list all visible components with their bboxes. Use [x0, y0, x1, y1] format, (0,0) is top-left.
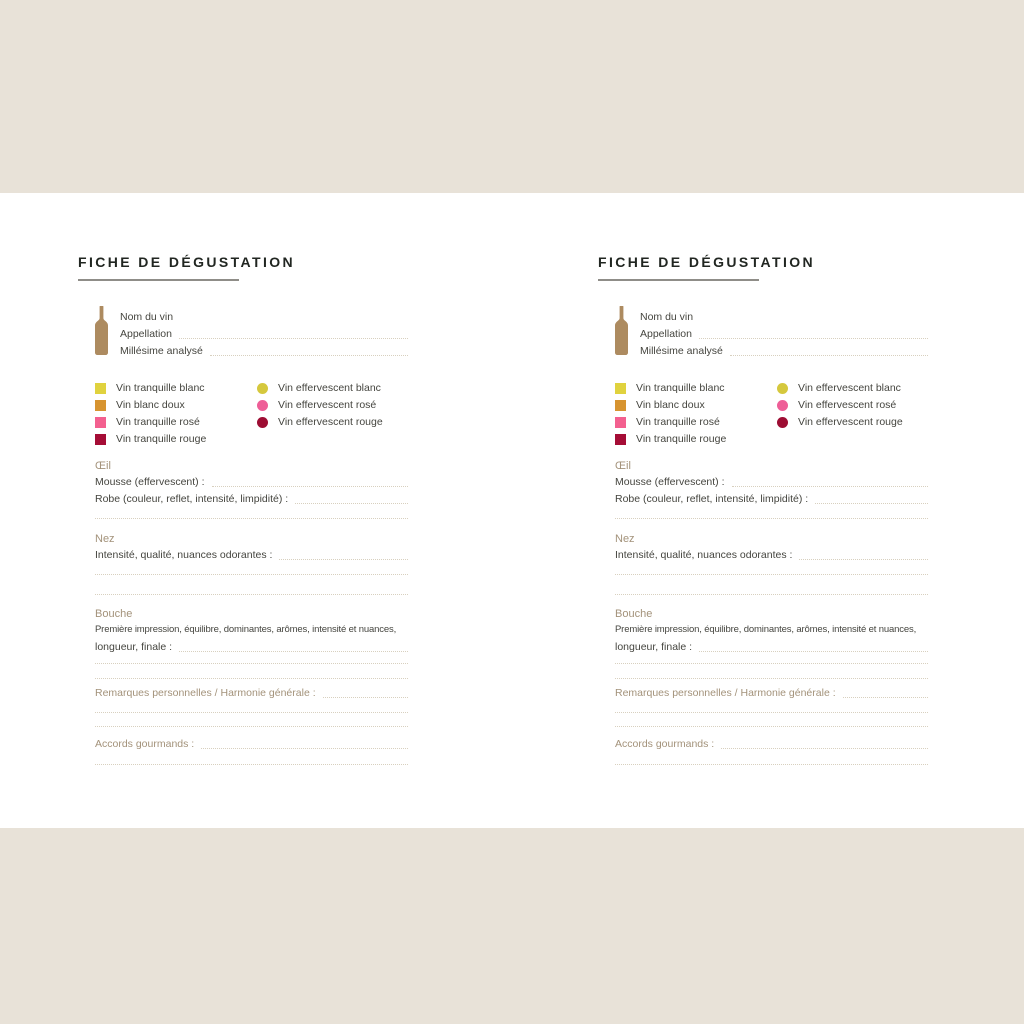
form-line-nose-intensity	[615, 546, 928, 563]
legend-item	[95, 431, 257, 448]
ruled-line	[95, 663, 408, 664]
color-swatch-circle	[777, 400, 788, 411]
form-line-mousse	[95, 473, 408, 490]
legend-item	[615, 397, 777, 414]
legend-item	[257, 397, 408, 414]
ruled-line	[95, 712, 408, 713]
dotted-writing-line	[699, 651, 928, 652]
form-line-label: Accords gourmands :	[95, 737, 195, 750]
wine-identity-block	[78, 306, 408, 359]
legend-label: Vin tranquille rouge	[116, 433, 207, 445]
wine-type-legend	[78, 380, 408, 448]
dotted-writing-line	[295, 503, 408, 504]
ruled-line	[95, 594, 408, 595]
dotted-writing-line	[699, 338, 928, 339]
legend-item	[615, 431, 777, 448]
field-vintage	[120, 342, 408, 359]
legend-label: Vin effervescent blanc	[798, 382, 901, 394]
ruled-line	[95, 678, 408, 679]
legend-label: Vin effervescent rouge	[278, 416, 383, 428]
legend-item	[615, 380, 777, 397]
legend-item	[777, 397, 928, 414]
form-line-food-pairings	[615, 735, 928, 752]
legend-item	[257, 414, 408, 431]
bottom-beige-band	[0, 828, 1024, 1024]
form-line-nose-intensity	[95, 546, 408, 563]
color-swatch-square	[615, 400, 626, 411]
legend-label: Vin tranquille blanc	[636, 382, 725, 394]
wine-identity-block	[598, 306, 928, 359]
color-swatch-square	[95, 434, 106, 445]
page-title: FICHE DE DÉGUSTATION	[78, 254, 296, 270]
wine-fields	[120, 306, 408, 359]
form-line-food-pairings	[95, 735, 408, 752]
legend-label: Vin tranquille rouge	[636, 433, 727, 445]
ruled-line	[615, 518, 928, 519]
legend-sparkling-wines	[777, 380, 928, 448]
ruled-line	[615, 594, 928, 595]
legend-item	[777, 380, 928, 397]
ruled-line	[95, 574, 408, 575]
dotted-writing-line	[732, 486, 928, 487]
color-swatch-square	[615, 417, 626, 428]
section-heading-mouth: Bouche	[95, 607, 133, 620]
section-heading-eye: Œil	[95, 459, 111, 472]
color-swatch-circle	[777, 417, 788, 428]
legend-still-wines	[95, 380, 257, 448]
title-underline	[598, 279, 759, 281]
color-swatch-square	[615, 434, 626, 445]
color-swatch-square	[95, 417, 106, 428]
color-swatch-circle	[777, 383, 788, 394]
color-swatch-square	[95, 383, 106, 394]
legend-still-wines	[615, 380, 777, 448]
ruled-line	[615, 726, 928, 727]
legend-item	[95, 414, 257, 431]
color-swatch-circle	[257, 400, 268, 411]
form-line-label: Intensité, qualité, nuances odorantes :	[615, 548, 793, 561]
legend-label: Vin effervescent rosé	[278, 399, 377, 411]
legend-label: Vin effervescent rouge	[798, 416, 903, 428]
ruled-line	[615, 712, 928, 713]
legend-item	[777, 414, 928, 431]
mouth-description-text: Première impression, équilibre, dominantes, arômes, intensité et nuances,	[615, 623, 917, 635]
dotted-writing-line	[815, 503, 928, 504]
field-label: Millésime analysé	[120, 344, 203, 357]
dotted-writing-line	[730, 355, 928, 356]
form-line-robe	[95, 490, 408, 507]
legend-item	[257, 380, 408, 397]
title-underline	[78, 279, 239, 281]
dotted-writing-line	[799, 559, 928, 560]
page-title: FICHE DE DÉGUSTATION	[598, 254, 816, 270]
legend-label: Vin tranquille rosé	[636, 416, 720, 428]
legend-item	[95, 380, 257, 397]
form-line-label: Mousse (effervescent) :	[615, 475, 725, 488]
form-line-label: Robe (couleur, reflet, intensité, limpidité) :	[95, 492, 289, 505]
section-heading-nose: Nez	[615, 532, 635, 545]
legend-label: Vin blanc doux	[636, 399, 705, 411]
form-line-label: longueur, finale :	[615, 640, 693, 653]
section-heading-nose: Nez	[95, 532, 115, 545]
legend-item	[95, 397, 257, 414]
wine-type-legend	[598, 380, 928, 448]
dotted-writing-line	[721, 748, 928, 749]
field-vintage	[640, 342, 928, 359]
ruled-line	[615, 663, 928, 664]
form-line-personal-remarks	[615, 684, 928, 701]
color-swatch-square	[95, 400, 106, 411]
wine-bottle-icon	[615, 306, 628, 355]
form-line-label: Accords gourmands :	[615, 737, 715, 750]
field-label: Nom du vin	[640, 310, 694, 323]
ruled-line	[95, 764, 408, 765]
section-heading-mouth: Bouche	[615, 607, 653, 620]
field-appellation	[120, 325, 408, 342]
dotted-writing-line	[179, 338, 408, 339]
dotted-writing-line	[201, 748, 408, 749]
top-beige-band	[0, 0, 1024, 193]
ruled-line	[95, 518, 408, 519]
dotted-writing-line	[279, 559, 408, 560]
form-line-label: Intensité, qualité, nuances odorantes :	[95, 548, 273, 561]
field-wine-name	[640, 308, 928, 325]
legend-sparkling-wines	[257, 380, 408, 448]
form-line-length-finish	[95, 638, 408, 655]
ruled-line	[615, 678, 928, 679]
ruled-line	[615, 764, 928, 765]
color-swatch-circle	[257, 383, 268, 394]
wine-bottle-icon	[95, 306, 108, 355]
field-wine-name	[120, 308, 408, 325]
dotted-writing-line	[179, 651, 408, 652]
color-swatch-square	[615, 383, 626, 394]
wine-fields	[640, 306, 928, 359]
field-label: Appellation	[120, 327, 172, 340]
form-line-label: longueur, finale :	[95, 640, 173, 653]
section-heading-eye: Œil	[615, 459, 631, 472]
form-line-length-finish	[615, 638, 928, 655]
form-line-label: Remarques personnelles / Harmonie générale :	[95, 686, 316, 699]
legend-label: Vin tranquille rosé	[116, 416, 200, 428]
field-label: Nom du vin	[120, 310, 174, 323]
mouth-description-text: Première impression, équilibre, dominantes, arômes, intensité et nuances,	[95, 623, 397, 635]
dotted-writing-line	[843, 697, 928, 698]
legend-label: Vin effervescent rosé	[798, 399, 897, 411]
field-label: Appellation	[640, 327, 692, 340]
form-line-robe	[615, 490, 928, 507]
ruled-line	[95, 726, 408, 727]
form-line-label: Robe (couleur, reflet, intensité, limpidité) :	[615, 492, 809, 505]
dotted-writing-line	[323, 697, 408, 698]
legend-label: Vin tranquille blanc	[116, 382, 205, 394]
dotted-writing-line	[210, 355, 408, 356]
legend-label: Vin effervescent blanc	[278, 382, 381, 394]
ruled-line	[615, 574, 928, 575]
tasting-sheet-right	[598, 255, 928, 765]
form-line-label: Mousse (effervescent) :	[95, 475, 205, 488]
form-line-mousse	[615, 473, 928, 490]
legend-item	[615, 414, 777, 431]
form-line-label: Remarques personnelles / Harmonie générale :	[615, 686, 836, 699]
color-swatch-circle	[257, 417, 268, 428]
field-appellation	[640, 325, 928, 342]
form-line-personal-remarks	[95, 684, 408, 701]
legend-label: Vin blanc doux	[116, 399, 185, 411]
dotted-writing-line	[212, 486, 408, 487]
tasting-sheet-left	[78, 255, 408, 765]
field-label: Millésime analysé	[640, 344, 723, 357]
